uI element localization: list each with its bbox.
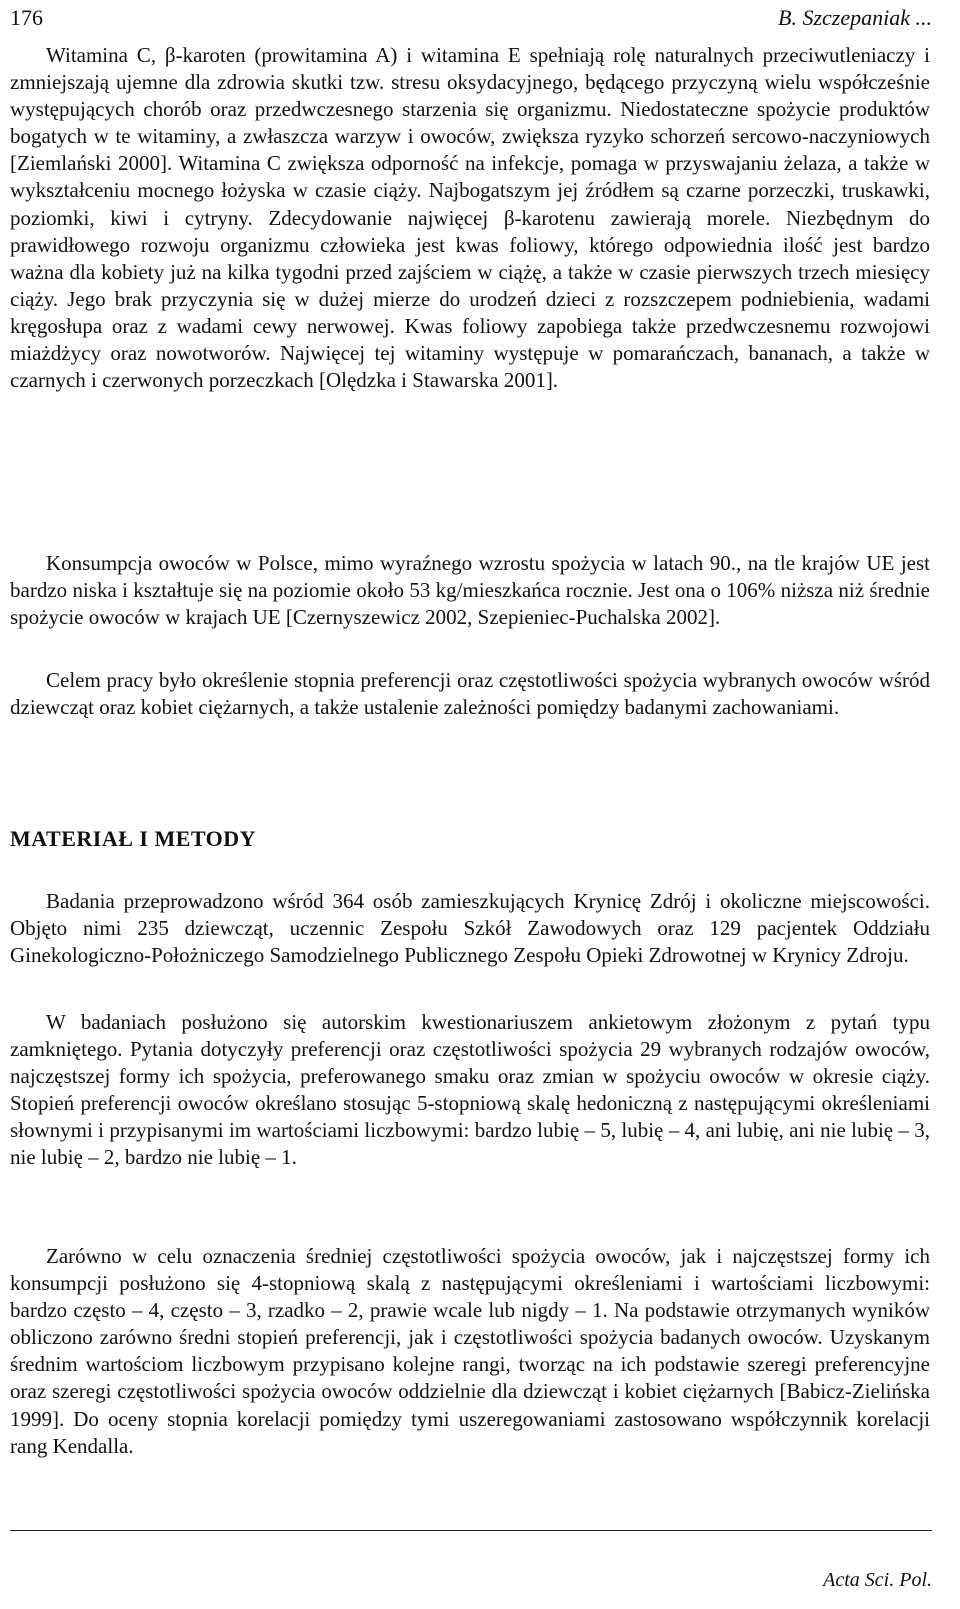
- page-number: 176: [10, 5, 43, 30]
- paragraph-frequency-scale: Zarówno w celu oznaczenia średniej częstotliwości spożycia owoców, jak i najczęstszej formy ich konsumpcji posłużono się 4-stopniową skalą z następującymi określeniami i wartościami liczbowymi: bardzo często – 4, często – 3, rzadko – 2, prawie wcale lub nigdy – 1. Na podstawie otrzymanych wyników obliczono zarówno średni stopień preferencji, jak i częstotliwości spożycia badanych owoców. Uzyskanym średnim wartościom liczbowym przypisano kolejne rangi, tworząc na ich podstawie szeregi preferencyjne oraz szeregi częstotliwości spożycia owoców oddzielnie dla dziewcząt i kobiet ciężarnych [Babicz-Zielińska 1999]. Do oceny stopnia korelacji pomiędzy tymi uszeregowaniami zastosowano współczynnik korelacji rang Kendalla.: [10, 1244, 930, 1458]
- paragraph-antioxidants: Witamina C, β-karoten (prowitamina A) i witamina E spełniają rolę naturalnych przeciwutleniaczy i zmniejszają ujemne dla zdrowia skutki tzw. stresu oksydacyjnego, będącego przyczyną wielu współcześnie występujących chorób oraz przedwczesnego starzenia się organizmu. Niedostateczne spożycie produktów bogatych w te witaminy, a zwłaszcza warzyw i owoców, zwiększa ryzyko schorzeń sercowo-naczyniowych [Ziemlański 2000]. Witamina C zwiększa odporność na infekcje, pomaga w przyswajaniu żelaza, a także w wykształceniu mocnego łożyska w czasie ciąży. Najbogatszym jej źródłem są czarne porzeczki, truskawki, poziomki, kiwi i cytryny. Zdecydowanie najwięcej β-karotenu zawierają morele. Niezbędnym do prawidłowego rozwoju organizmu człowieka jest kwas foliowy, którego odpowiednia ilość jest bardzo ważna dla kobiety już na kilka tygodni przed zajściem w ciążę, a także w czasie pierwszych trzech miesięcy ciąży. Jego brak przyczynia się w dużej mierze do urodzeń dzieci z rozszczepem podniebienia, wadami kręgosłupa oraz z wadami cewy nerwowej. Kwas foliowy zapobiega także przedwczesnemu rozwojowi miażdżycy oraz nowotworów. Najwięcej tej witaminy występuje w pomarańczach, bananach, a także w czarnych i czerwonych porzeczkach [Olędzka i Stawarska 2001].: [10, 43, 930, 393]
- paragraph-questionnaire: W badaniach posłużono się autorskim kwestionariuszem ankietowym złożonym z pytań typu zamkniętego. Pytania dotyczyły preferencji oraz częstotliwości spożycia 29 wybranych rodzajów owoców, najczęstszej formy ich spożycia, preferowanego smaku oraz zmian w spożyciu owoców w okresie ciąży. Stopień preferencji owoców określano stosując 5-stopniową skalę hedoniczną z następującymi określeniami słownymi i przypisanymi im wartościami liczbowymi: bardzo lubię – 5, lubię – 4, ani lubię, ani nie lubię – 3, nie lubię – 2, bardzo nie lubię – 1.: [10, 1010, 930, 1170]
- journal-name: Acta Sci. Pol.: [823, 1569, 932, 1591]
- paragraph-participants: Badania przeprowadzono wśród 364 osób zamieszkujących Krynicę Zdrój i okoliczne miejscowości. Objęto nimi 235 dziewcząt, uczennic Zespołu Szkół Zawodowych oraz 129 pacjentek Oddziału Ginekologiczno-Położniczego Samodzielnego Publicznego Zespołu Opieki Zdrowotnej w Krynicy Zdroju.: [10, 889, 930, 968]
- paragraph-consumption: Konsumpcja owoców w Polsce, mimo wyraźnego wzrostu spożycia w latach 90., na tle krajów UE jest bardzo niska i kształtuje się na poziomie około 53 kg/mieszkańca rocznie. Jest ona o 106% niższa niż średnie spożycie owoców w krajach UE [Czernyszewicz 2002, Szepieniec-Puchalska 2002].: [10, 551, 930, 630]
- section-heading: MATERIAŁ I METODY: [10, 826, 257, 851]
- running-head: B. Szczepaniak ...: [778, 5, 932, 30]
- footer-rule: [10, 1530, 932, 1531]
- paragraph-aim: Celem pracy było określenie stopnia preferencji oraz częstotliwości spożycia wybranych owoców wśród dziewcząt oraz kobiet ciężarnych, a także ustalenie zależności pomiędzy badanymi zachowaniami.: [10, 668, 930, 720]
- page-header: [10, 0, 932, 36]
